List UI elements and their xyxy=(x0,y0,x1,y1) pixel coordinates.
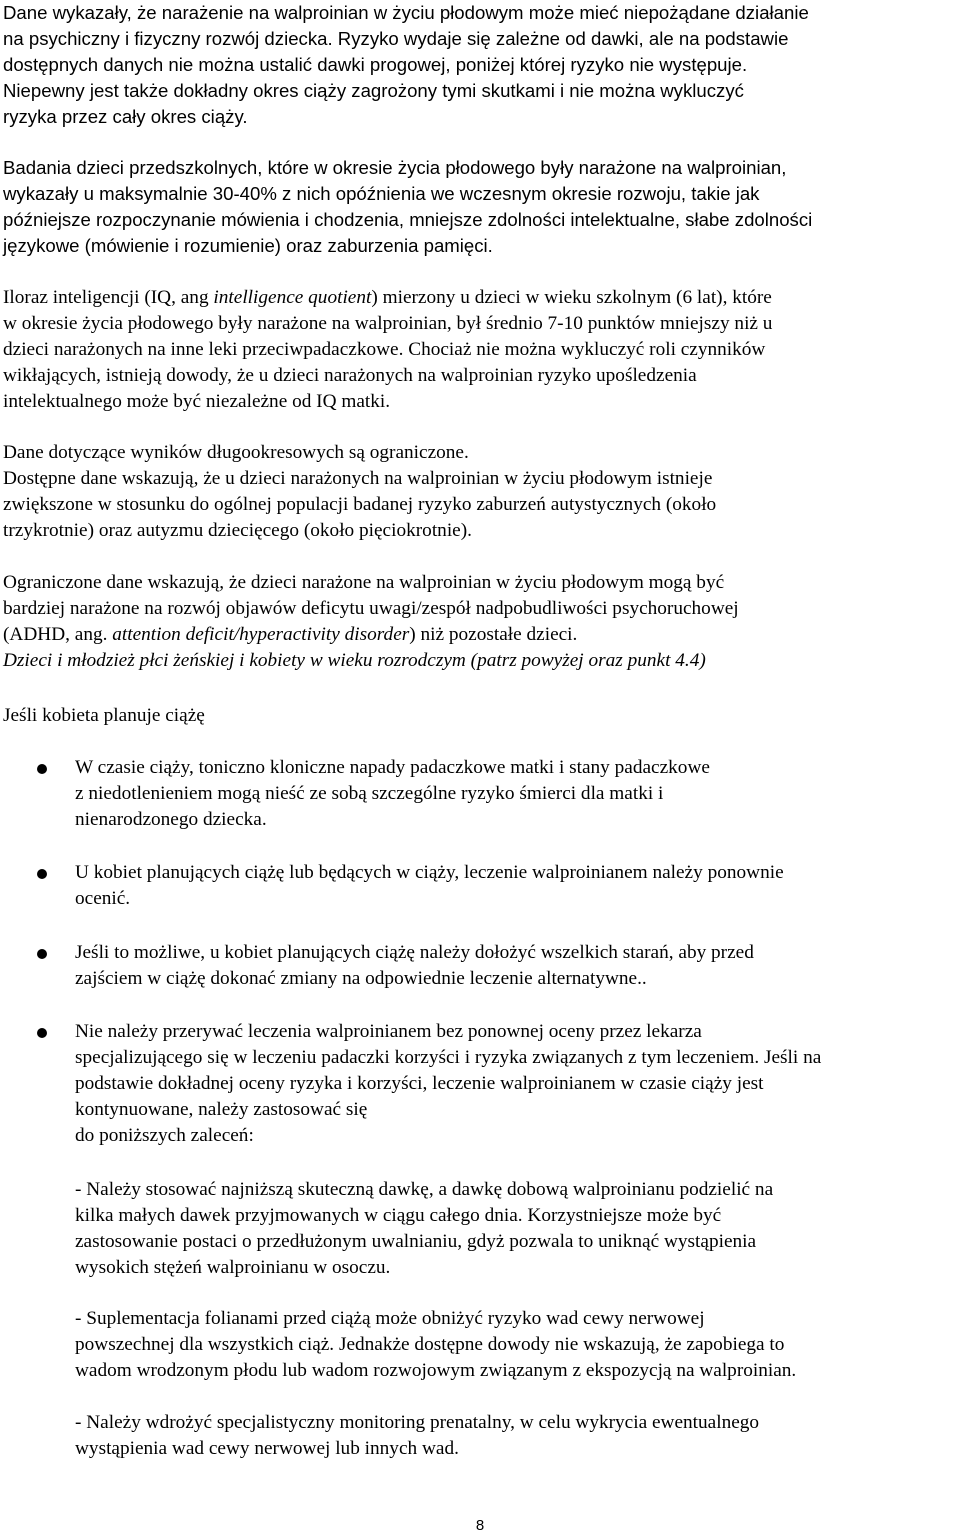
bullet-text xyxy=(75,1019,960,1149)
text-line: wikłających, istnieją dowody, że u dzieci narażonych na walproinian ryzyko upośledzenia xyxy=(3,365,697,387)
bullet-icon xyxy=(37,764,47,774)
italic-term: attention deficit/hyperactivity disorder xyxy=(112,624,410,646)
text-run: Iloraz inteligencji (IQ, ang xyxy=(3,287,214,308)
bullet-icon xyxy=(37,1028,47,1038)
bullet-text xyxy=(75,755,960,833)
section-heading: Dzieci i młodzież płci żeńskiej i kobiety w wieku rozrodczym (patrz powyżej oraz punkt 4.4) xyxy=(3,650,706,672)
text-line: intelektualnego może być niezależne od IQ matki. xyxy=(3,391,391,413)
text-line: ryzyka przez cały okres ciąży. xyxy=(3,106,248,128)
text-line: Nie należy przerywać leczenia walproinianem bez ponownej oceny przez lekarza xyxy=(75,1021,702,1042)
text-line: kontynuowane, należy zastosować się xyxy=(75,1099,368,1121)
text-line: Niepewny jest także dokładny okres ciąży zagrożony tymi skutkami i nie można wykluczyć xyxy=(3,80,744,102)
recommendation-item xyxy=(75,1306,960,1384)
text-run: (ADHD, ang. xyxy=(3,624,113,646)
bullet-icon xyxy=(37,949,47,959)
text-line xyxy=(3,285,955,311)
text-line: Ograniczone dane wskazują, że dzieci narażone na walproinian w życiu płodowym mogą być xyxy=(3,572,725,593)
text-line: Dane wykazały, że narażenie na walproinian w życiu płodowym może mieć niepożądane działanie xyxy=(3,2,809,23)
text-line: Dostępne dane wskazują, że u dzieci narażonych na walproinian w życiu płodowym istnieje xyxy=(3,468,713,490)
text-line: w okresie życia płodowego były narażone na walproinian, był średnio 7-10 punktów mniejszy niż u xyxy=(3,313,773,335)
text-line: specjalizującego się w leczeniu padaczki korzyści i ryzyka związanych z tym leczeniem. Jeśli na xyxy=(75,1047,822,1069)
text-line: zastosowanie postaci o przedłużonym uwalnianiu, gdyż pozwala to uniknąć wystąpienia xyxy=(75,1231,757,1253)
text-line: Jeśli kobieta planuje ciążę xyxy=(3,705,205,726)
text-line: kilka małych dawek przyjmowanych w ciągu całego dnia. Korzystniejsze może być xyxy=(75,1205,722,1227)
text-line: nienarodzonego dziecka. xyxy=(75,809,267,831)
text-line: W czasie ciąży, toniczno kloniczne napady padaczkowe matki i stany padaczkowe xyxy=(75,757,710,778)
text-line: trzykrotnie) oraz autyzmu dziecięcego (około pięciokrotnie). xyxy=(3,520,472,542)
text-line: powszechnej dla wszystkich ciąż. Jednakże dostępne dowody nie wskazują, że zapobiega to xyxy=(75,1334,785,1356)
recommendation-item xyxy=(75,1177,960,1281)
italic-term: intelligence quotient xyxy=(213,287,372,308)
text-line: Dane dotyczące wyników długookresowych są ograniczone. xyxy=(3,442,469,463)
paragraph-preschool-studies xyxy=(3,155,955,259)
text-line: ocenić. xyxy=(75,888,131,910)
bullet-icon xyxy=(37,869,47,879)
text-line: na psychiczny i fizyczny rozwój dziecka. Ryzyko wydaje się zależne od dawki, ale na podstawie xyxy=(3,28,789,50)
paragraph-adhd xyxy=(3,570,955,674)
paragraph-planning-pregnancy xyxy=(3,703,955,729)
text-line: Badania dzieci przedszkolnych, które w okresie życia płodowego były narażone na walproinian, xyxy=(3,157,787,178)
text-line: dostępnych danych nie można ustalić dawki progowej, poniżej której ryzyko nie występuje. xyxy=(3,54,748,76)
paragraph-dose-dependence xyxy=(3,0,955,130)
text-line: podstawie dokładnej oceny ryzyka i korzyści, leczenie walproinianem w czasie ciąży jest xyxy=(75,1073,764,1095)
text-line: Jeśli to możliwe, u kobiet planujących ciążę należy dołożyć wszelkich starań, aby przed xyxy=(75,942,754,963)
recommendation-item xyxy=(75,1410,960,1462)
paragraph-iq xyxy=(3,285,955,415)
text-line: do poniższych zaleceń: xyxy=(75,1125,254,1147)
bullet-text xyxy=(75,940,960,992)
text-line: - Należy stosować najniższą skuteczną dawkę, a dawkę dobową walproinianu podzielić na xyxy=(75,1179,774,1200)
paragraph-long-term-data xyxy=(3,440,955,544)
text-line: wadom wrodzonym płodu lub wadom rozwojowym związanym z ekspozycją na walproinian. xyxy=(75,1360,797,1382)
page-number: 8 xyxy=(475,1517,485,1534)
text-line xyxy=(3,622,955,648)
text-run: ) niż pozostałe dzieci. xyxy=(409,624,578,646)
text-line: bardziej narażone na rozwój objawów deficytu uwagi/zespół nadpobudliwości psychoruchowej xyxy=(3,598,739,620)
text-run: ) mierzony u dzieci w wieku szkolnym (6 lat), które xyxy=(371,287,772,308)
bullet-text xyxy=(75,860,960,912)
text-line: wysokich stężeń walproinianu w osoczu. xyxy=(75,1257,391,1279)
text-line: - Należy wdrożyć specjalistyczny monitoring prenatalny, w celu wykrycia ewentualnego xyxy=(75,1412,760,1433)
text-line: - Suplementacja folianami przed ciążą może obniżyć ryzyko wad cewy nerwowej xyxy=(75,1308,705,1329)
text-line: wystąpienia wad cewy nerwowej lub innych wad. xyxy=(75,1438,459,1460)
text-line: z niedotlenieniem mogą nieść ze sobą szczególne ryzyko śmierci dla matki i xyxy=(75,783,664,805)
text-line: dzieci narażonych na inne leki przeciwpadaczkowe. Chociaż nie można wykluczyć roli czynników xyxy=(3,339,766,361)
text-line: późniejsze rozpoczynanie mówienia i chodzenia, mniejsze zdolności intelektualne, słabe zdolności xyxy=(3,209,813,231)
text-line: zajściem w ciążę dokonać zmiany na odpowiednie leczenie alternatywne.. xyxy=(75,968,647,990)
text-line: wykazały u maksymalnie 30-40% z nich opóźnienia we wczesnym okresie rozwoju, takie jak xyxy=(3,183,760,205)
text-line: zwiększone w stosunku do ogólnej populacji badanej ryzyko zaburzeń autystycznych (około xyxy=(3,494,717,516)
text-line: U kobiet planujących ciążę lub będących w ciąży, leczenie walproinianem należy ponownie xyxy=(75,862,784,883)
text-line: językowe (mówienie i rozumienie) oraz zaburzenia pamięci. xyxy=(3,235,493,257)
